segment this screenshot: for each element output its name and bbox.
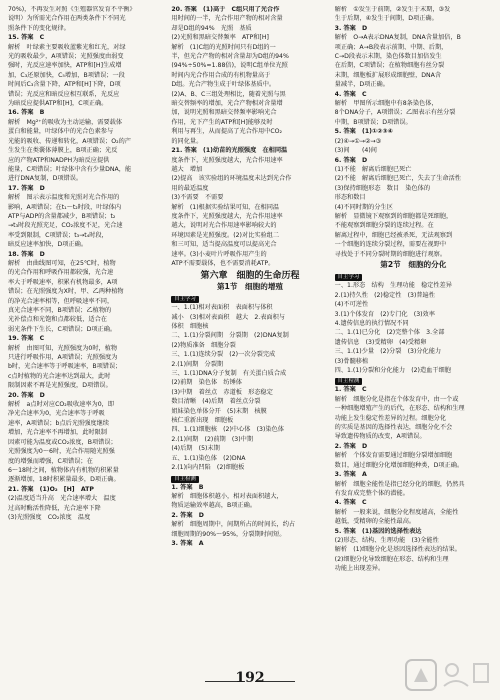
explanation-line: (4)后期 (5)末期 <box>171 445 220 453</box>
explanation-line: 解析 由曲线图可知，在25℃时，植物 <box>8 259 116 267</box>
explanation-line: 二、1.(1)分裂间期 分裂期 (2)DNA复制 <box>171 332 289 340</box>
section-tag: 自主检测 <box>335 378 363 385</box>
explanation-line: 光照强度为0～6时，光合作用随光照强 <box>8 448 115 456</box>
explanation-line: (3)保持细胞形态 数目 染色体的 <box>334 184 431 192</box>
explanation-line: (2)A、B、C三组处理相比，随着光照与黑 <box>171 90 286 98</box>
explanation-line: 生发生在类囊体薄膜上，B项正确；光反 <box>8 147 118 155</box>
chapter-title: 第六章 细胞的生命历程 <box>200 271 300 282</box>
explanation-line: 解析 细胞体积越小，相对表面积越大， <box>171 492 283 500</box>
explanation-line: 照条件下的变化规律。 <box>8 24 70 32</box>
explanation-line: 4.遗传信息的执行情况不同 <box>334 320 409 327</box>
explanation-line: 光能的吸收、传递和转化，A项错误；O₂的产 <box>8 137 131 145</box>
explanation-line: 细胞周期的90%～95%，分裂期时间短。 <box>171 530 286 538</box>
explanation-line: 末期，细胞板扩展形成细胞壁，DNA含 <box>334 71 442 79</box>
section-tag: 自主学习 <box>335 274 363 281</box>
explanation-line: 解析 (1)根据实验结果可知，在相同温 <box>171 203 280 211</box>
explanation-line: 量减半，D项正确。 <box>334 81 389 89</box>
explanation-line: 6～18时之间，植物体内有机物的积累量 <box>8 466 119 474</box>
explanation-line: ATP不需要载体，也不需要消耗ATP。 <box>171 259 275 267</box>
explanation-line: 姐妹染色单体分开 (5)末期 核膜 <box>171 407 267 415</box>
explanation-line: 功能上出现差异。 <box>334 565 385 573</box>
explanation-line: 2.(1)向内凹陷 (2)细胞板 <box>171 464 245 472</box>
explanation-line: 的实质是基因的选择性表达，细胞分化不会 <box>334 424 453 432</box>
explanation-line: 和三可知，适当提高温度可以提高光合 <box>171 241 277 249</box>
explanation-line: C→D段表示末期，染色体数目加倍发生 <box>334 53 442 61</box>
explanation-line: 暗交替频率的增加，光合产物相对含量增 <box>171 100 283 108</box>
explanation-line: 一、1.形态 结构 生理功能 稳定性差异 <box>334 282 452 290</box>
explanation-line: 的同化量。 <box>171 137 203 145</box>
answer-line: 3. 答案 A <box>334 471 367 479</box>
answer-line: 19. 答案 C <box>8 335 45 343</box>
explanation-line: 越低，受精卵的全能性最高。 <box>334 518 416 526</box>
explanation-line: 却是D组的94% 光照 基质 <box>171 24 252 32</box>
explanation-line: 解离过程中，细胞已经被杀死，无法观察到 <box>334 231 453 239</box>
explanation-line: 70%)，不再发生对照《生殖器官发育不平衡》 <box>8 6 136 13</box>
explanation-line: 度条件下，光照强度越大，光合作用速率 <box>171 212 283 220</box>
explanation-line: (2)光照和黑暗交替频率 ATP和[H] <box>171 34 269 42</box>
explanation-line: 项正确；A→B段表示前期、中期、后期， <box>334 43 448 51</box>
explanation-line: (4)不可逆性 <box>334 301 369 309</box>
explanation-line: 解析 ①发生于前期，②发生于末期，③发 <box>334 6 451 13</box>
explanation-line: 中期，B项错误；D项错误。 <box>334 118 412 126</box>
answer-line: 5. 答案 (1)基因的选择性表达 <box>334 527 422 535</box>
section-tag-row <box>171 294 328 304</box>
explanation-line: 错误；光反应和暗反应相互联系，光反应 <box>8 90 120 98</box>
answer-line: 15. 答案 C <box>8 34 45 42</box>
page-number-text: 192 <box>235 670 265 686</box>
explanation-line: (2)前期 染色体 纺锤体 <box>171 379 242 387</box>
answer-line: 6. 答案 D <box>334 156 368 164</box>
watermark-logo-icon <box>404 656 494 698</box>
explanation-line: 速率，A项错误；b点后光照强度继续 <box>8 419 109 427</box>
section-tag: 自主学习 <box>171 296 199 303</box>
explanation-line: 度的增强而增强，C项错误；在 <box>8 457 93 465</box>
explanation-line: 一个细胞的连续分裂过程，需要在视野中 <box>334 241 447 249</box>
explanation-line: 一、1.(1)相对表面积 表面积与体积 <box>171 304 273 312</box>
explanation-line: 解析 (1)细胞分化是基因选择性表达的结果。 <box>334 546 461 554</box>
explanation-line: (2)提高 该实验组的环境温度未达到光合作 <box>171 175 292 183</box>
explanation-line: (2)温度适当升高 光合速率增大 温度 <box>8 495 116 503</box>
explanation-line: 数目清晰 (4)后期 着丝点分裂 <box>171 398 261 406</box>
answer-line: 16. 答案 B <box>8 109 45 117</box>
explanation-line: 净光合速率为0，光合速率等于呼吸 <box>8 410 105 418</box>
explanation-line: 因素可能为温度或CO₂浓度，B项错误； <box>8 438 117 446</box>
answer-line: 4. 答案 C <box>334 90 367 98</box>
explanation-line: (2)④→①→②→③ <box>334 137 382 145</box>
explanation-line: 解析 显微镜下观察到的细胞都是死细胞， <box>334 212 453 220</box>
explanation-line: 只进行呼吸作用，A项错误；光照强度为 <box>8 354 118 362</box>
column-right <box>335 6 492 666</box>
explanation-line: 解析 细胞分化是指在个体发育中，由一个或 <box>334 395 459 403</box>
section-tag-row <box>335 272 492 282</box>
explanation-line: 形态和数目 <box>334 194 366 202</box>
explanation-line: 真光合速率不同，B项错误；乙植物的 <box>8 307 112 314</box>
explanation-line: 生于后期，④发生于间期，D项正确。 <box>334 15 438 23</box>
explanation-line: 功能上发生稳定性差异的过程。细胞分化 <box>334 414 447 422</box>
explanation-line: (3)不需要 不需要 <box>171 194 224 202</box>
explanation-line: 3.(1)个体发育 (2)专门化 (3)效率 <box>334 310 435 318</box>
answer-page <box>8 6 492 666</box>
section-title: 第2节 细胞的分化 <box>380 259 447 269</box>
explanation-line: (3)光照强度 CO₂浓度 温度 <box>8 513 91 521</box>
answer-line: 20. 答案 D <box>8 391 45 399</box>
explanation-line: 2.(1)间期 (2)前期 (3)中期 <box>171 435 254 443</box>
explanation-line: 应的产物ATP和NADPH为暗反应提供 <box>8 156 110 164</box>
explanation-line: 解析 甲图所示细胞中有8条染色体， <box>334 100 438 108</box>
answer-line: 21. 答案 (1)幼苗的光照强度 在相同温 <box>171 147 288 155</box>
explanation-line: 不能观察到细胞分裂的连续过程。在 <box>334 222 434 230</box>
column-middle <box>171 6 328 666</box>
explanation-line: (3)骨髓移植 <box>334 357 369 365</box>
explanation-line: 暗反应速率加快，D项正确。 <box>8 241 88 249</box>
answer-line: 1. 答案 C <box>334 386 367 394</box>
explanation-line: (2)不能 解离后细胞已死亡，失去了生命活性 <box>334 175 461 183</box>
explanation-line: (2)形态、结构、生理功能 (3)全能性 <box>334 536 439 544</box>
explanation-line: 作用，光下产生的ATP和[H]能够及时 <box>171 118 273 126</box>
explanation-line: 8个DNA分子，A项错误；乙图表示有丝分裂 <box>334 109 456 117</box>
explanation-line: 环境因素是光照强度。(2)对比实验组二 <box>171 231 280 239</box>
answer-line: 3. 答案 A <box>171 539 204 547</box>
explanation-line: 物质运输效率越高，B项正确。 <box>171 502 257 510</box>
answer-line: 2. 答案 D <box>334 442 368 450</box>
explanation-line: 加，说明光照和黑暗交替频率影响光合 <box>171 109 277 117</box>
explanation-line: 能量，C项错误；叶绿体中含有少量DNA，能 <box>8 165 132 173</box>
explanation-line: 说明）为所需光合作用在两类条件下不同光 <box>8 15 126 23</box>
explanation-line: 的光合作用和呼吸作用都较强，光合速 <box>8 269 114 277</box>
explanation-line: 蛋白和能量，叶绿体中的光合色素参与 <box>8 128 114 136</box>
explanation-line: 越大，说明对光合作用速率影响较大的 <box>171 222 277 230</box>
explanation-line: 解析 由图可知，光照强度为0时，植物 <box>8 344 118 352</box>
explanation-line: 解析 细胞周期中，间期所占的时间长，约占 <box>171 521 296 529</box>
explanation-line: ATP与ADP的含量都减少，B项错误；t₂ <box>8 212 116 220</box>
explanation-line: D组。光合产物生成于叶绿体基质中。 <box>171 81 276 89</box>
explanation-line: 四、1.(1)细胞核 (2)中心体 (3)染色体 <box>171 426 284 434</box>
section-title: 第1节 细胞的增殖 <box>216 281 284 291</box>
explanation-line: 五、1.(1)染色体 (2)DNA <box>171 454 246 462</box>
answer-line: 18. 答案 D <box>8 250 45 258</box>
answer-line: 3. 答案 D <box>334 24 368 32</box>
explanation-line: 光补偿点和光饱和点都较低，适合在 <box>8 316 107 324</box>
explanation-line: 解析 a点时对应CO₂吸收速率为0，即 <box>8 401 115 409</box>
explanation-line: 率大于呼吸速率，积累有机物最多，A项 <box>8 278 118 286</box>
explanation-line: 核仁重新出现 细胞板 <box>171 417 234 425</box>
explanation-line: 用时间的一半，光合作用产物的相对含量 <box>171 15 283 23</box>
explanation-line: 率受到限制，C项错误；t₃→t₄时段， <box>8 231 108 239</box>
explanation-line: 解析 图示表示温度和光照对光合作用的 <box>8 194 120 202</box>
explanation-line: 三、1.(1)少量 (2)分裂 (3)分化能力 <box>334 348 442 356</box>
answer-line: 2. 答案 D <box>171 511 204 519</box>
explanation-line: 错误；在光照强度为X时，甲、乙两种植物 <box>8 288 124 296</box>
explanation-line: 逐渐增加，18时积累量最多，D项正确。 <box>8 476 120 484</box>
explanation-line: 解析 个体发育需要通过细胞分裂增加细胞 <box>334 452 453 460</box>
explanation-line: 增加，光合速率不再增加，此时限制 <box>8 429 107 437</box>
explanation-line: →t₃时段光照充足，CO₂浓度不足，光合速 <box>8 222 123 230</box>
explanation-line: 度条件下，光照强度越大，光合作用速率 <box>171 156 283 164</box>
explanation-line: 时间内光合作用合成的有机物量高于 <box>171 71 271 79</box>
explanation-line: 时间后C₃含量下降，ATP和[H]下降，D项 <box>8 81 121 89</box>
explanation-line: 三、1.(1)连续分裂 (2)一次分裂完成 <box>171 351 276 359</box>
explanation-line: 为暗反应提供ATP和[H]，C项正确。 <box>8 100 108 108</box>
explanation-line: 导致遗传物质的改变，A项错误。 <box>334 433 426 441</box>
explanation-line: 二、1.(1)已分化 (2)完整个体 3.全部 <box>334 329 445 337</box>
explanation-line: c点时植物的光合速率达到最大，此时 <box>8 372 111 380</box>
explanation-line: 遗传信息 (3)受精卵 (4)受精卵 <box>334 338 427 346</box>
explanation-line: 的净光合速率相等，但呼吸速率不同， <box>8 297 114 305</box>
explanation-line: (4)不同时期的分生区 <box>334 203 393 211</box>
explanation-line: 半，但光合产物的相对含量却为D组的94% <box>171 53 289 61</box>
explanation-line: 越大 增加 <box>171 165 203 173</box>
explanation-line: b时，光合速率等于呼吸速率，B项错误； <box>8 363 122 371</box>
explanation-line: 解析 O→A表示DNA复制，DNA含量加倍，B <box>334 34 461 42</box>
explanation-line: 解析 叶绿素主要吸收蓝紫光和红光，对绿 <box>8 43 126 51</box>
explanation-line: (3)中期 着丝点 赤道板 形态稳定 <box>171 388 273 396</box>
explanation-line: 2.(1)持久性 (2)稳定性 (3)普遍性 <box>334 291 435 299</box>
explanation-line: 解析 细胞全能性是指已经分化的细胞，仍然具 <box>334 480 465 488</box>
explanation-line: 四、1.(1)分裂和分化能力 (2)造血干细胞 <box>334 367 451 375</box>
section-tag: 自主检测 <box>171 476 199 483</box>
explanation-line: 加，C₃还原加快，C₅增加，B项错误；一段 <box>8 71 125 79</box>
explanation-line: 限制因素不再是光照强度，D项错误。 <box>8 382 112 390</box>
explanation-line: 有发育成完整个体的潜能。 <box>334 489 409 497</box>
explanation-line: 三、1.(1)DNA分子复制 有关蛋白质合成 <box>171 370 287 378</box>
explanation-line: 数目，通过细胞分化增加细胞种类，D项正确。 <box>334 461 464 469</box>
explanation-line: (94%÷50%≈1.88倍)，说明C组单位光照 <box>171 62 288 70</box>
section-tag-row <box>335 376 492 386</box>
explanation-line: 2.(1)间期 分裂期 <box>171 360 224 368</box>
column-left <box>8 6 165 666</box>
explanation-line: 用的最适温度 <box>171 184 209 192</box>
explanation-line: 强时，光反应速率加快，ATP和[H]生成增 <box>8 62 122 70</box>
explanation-line: 弱光条件下生长，C项错误；D项正确。 <box>8 325 117 333</box>
explanation-line: 解析 Mg²⁺的吸收为主动运输，需要载体 <box>8 118 123 126</box>
explanation-line: 利用与再生，从而提高了光合作用中CO₂ <box>171 128 282 136</box>
answer-line: 17. 答案 D <box>8 184 45 192</box>
explanation-line: 减小 (3)相对表面积 越大 2.表面积与 <box>171 313 285 321</box>
answer-line: 1. 答案 B <box>171 483 204 491</box>
explanation-line: 解析 (1)C组的光照时间只有D组的一 <box>171 43 276 51</box>
explanation-line: 速率。(3)小麦叶片呼吸作用产生的 <box>171 250 267 258</box>
explanation-line: (1)不能 解离后细胞已死亡 <box>334 165 412 173</box>
explanation-line: (3)间 (4)间 <box>334 147 377 155</box>
answer-line: 21. 答案 (1)O₂ [H] ATP <box>8 485 94 493</box>
explanation-line: 在后期，C项错误；在植物细胞有丝分裂 <box>334 62 445 70</box>
answer-line: 5. 答案 (1)①②③④ <box>334 128 393 136</box>
explanation-line: 影响，A项错误；在t₁～t₂时段，叶绿体内 <box>8 203 122 211</box>
explanation-line: 解析 一般来说，细胞分化程度越高，全能性 <box>334 508 459 516</box>
explanation-line: 光的吸收最少，A项错误；光照强度由弱变 <box>8 53 124 61</box>
explanation-line: 一种细胞增殖产生的后代，在形态、结构和生理 <box>334 405 465 413</box>
explanation-line: (2)细胞分化导致细胞在形态、结构和生理 <box>334 555 449 563</box>
answer-line: 20. 答案 (1)高于 C组只用了光合作 <box>171 6 280 13</box>
explanation-line: (2)物质准备 细胞分裂 <box>171 341 236 349</box>
explanation-line: 进行DNA复制，D项错误。 <box>8 175 83 183</box>
explanation-line: 寻找处于不同分裂时期的细胞进行观察。 <box>334 250 447 258</box>
explanation-line: 过高时酶活性降低，光合速率下降 <box>8 504 101 512</box>
answer-line: 4. 答案 C <box>334 499 367 507</box>
section-tag-row <box>171 474 328 484</box>
explanation-line: 体积 细胞核 <box>171 323 209 330</box>
